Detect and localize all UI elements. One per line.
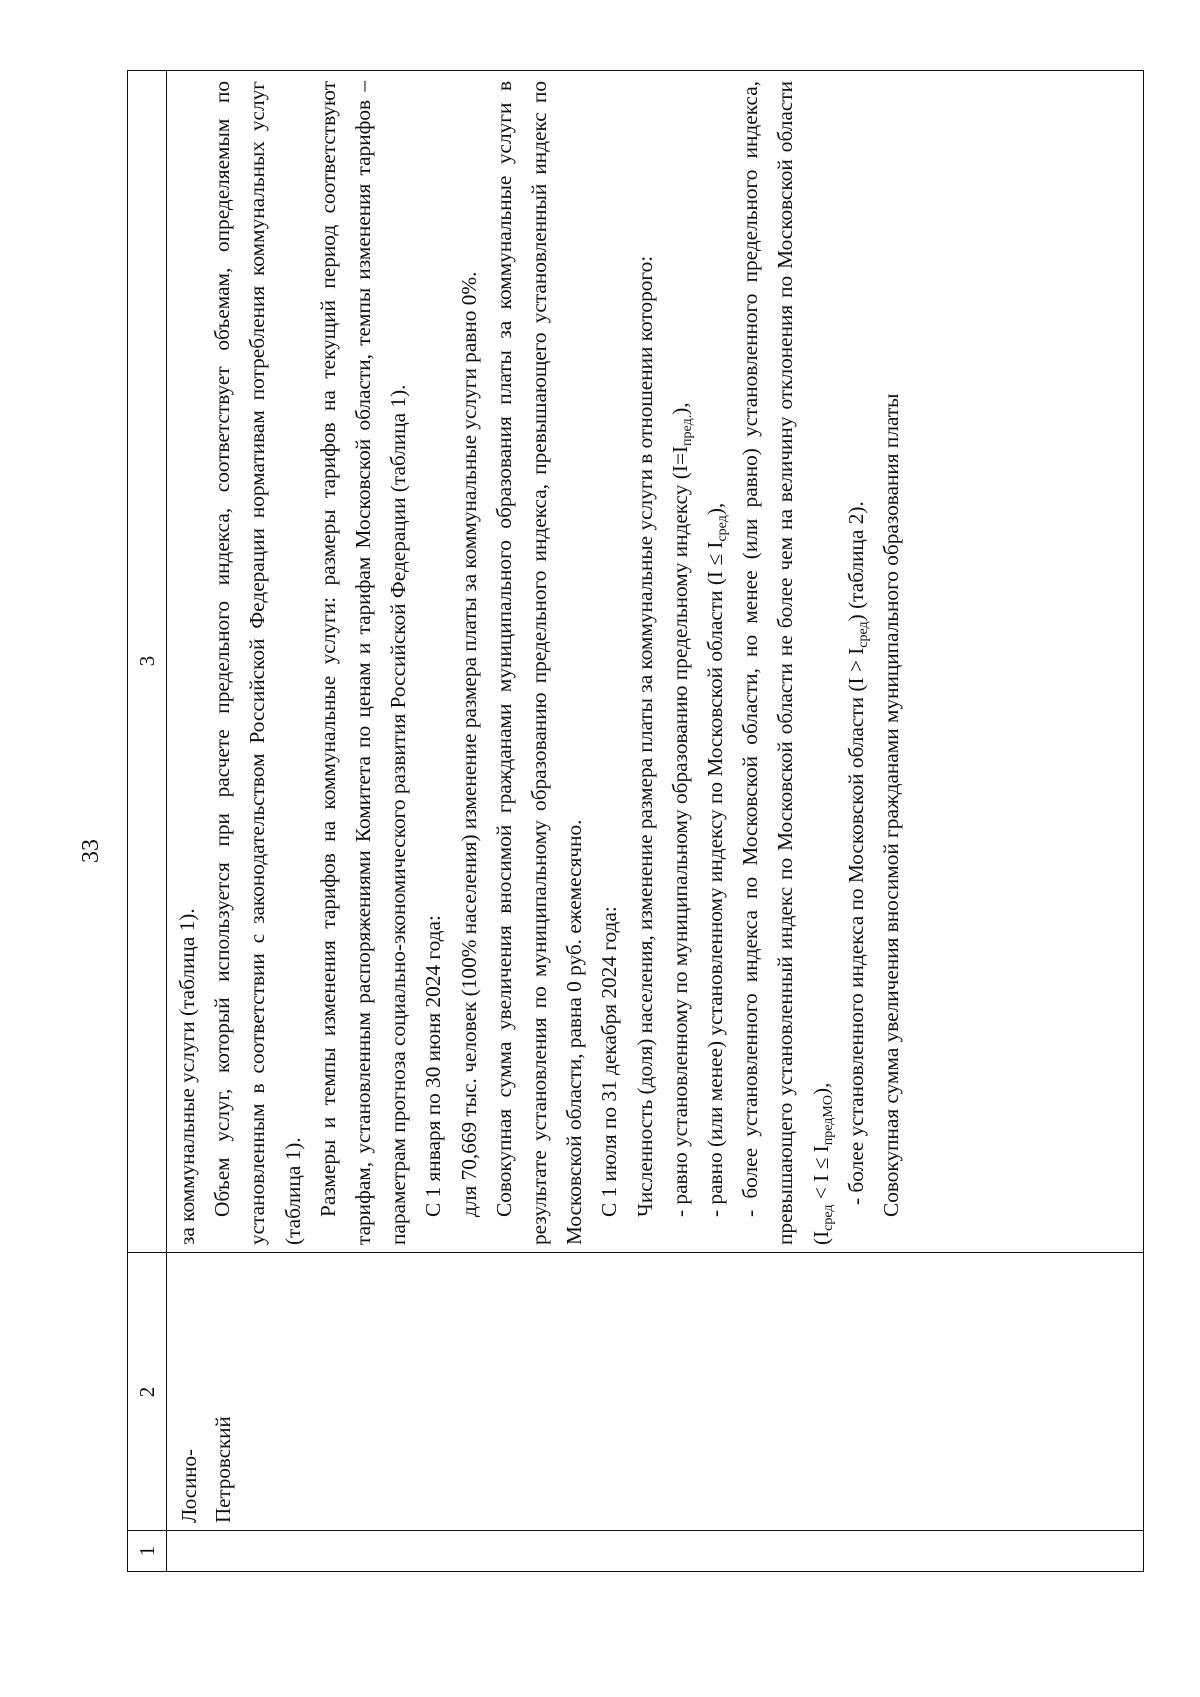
- municipality-name-cell: [172, 1261, 240, 1523]
- paragraph-3: Размеры и темпы изменения тарифов на коммунальные услуги: размеры тарифов на текущий период соответствуют тарифам, установленным распоряжениями Комитета по ценам и тарифам Московской области, темпы изменения тарифов – параметрам прогноза социально-экономического развития Российской Федерации (таблица 1).: [315, 81, 411, 1245]
- municipality-name-line-1: Лосино-: [177, 1448, 201, 1523]
- column-header-3: 3: [135, 655, 159, 667]
- paragraph-9: - равно установленному по муниципальному образованию предельному индексу $(I=I_{пред.})$,: [667, 402, 695, 1217]
- paragraph-10: - равно (или менее) установленному индексу по Московской области $(I \le I_{сред})$,: [703, 502, 731, 1217]
- paragraph-12: - более установленного индекса по Московской области $(I > I_{сред})$ (таблица 2).: [843, 501, 871, 1205]
- paragraph-8: Численность (доля) населения, изменение размера платы за коммунальные услуги в отношении которого:: [632, 255, 657, 1217]
- column-divider-1: [128, 1530, 1143, 1531]
- header-divider: [166, 71, 167, 1571]
- rotated-table-page: [127, 70, 1144, 1572]
- paragraph-1: за коммунальные услуги (таблица 1).: [175, 908, 199, 1245]
- paragraph-7: С 1 июля по 31 декабря 2024 года:: [597, 906, 622, 1217]
- column-divider-2: [128, 1252, 1143, 1253]
- municipality-name-line-2: Петровский: [211, 1416, 235, 1523]
- paragraph-13: Совокупная сумма увеличения вносимой гражданами муниципального образования платы: [879, 393, 904, 1217]
- column-header-2: 2: [135, 1386, 159, 1398]
- paragraph-6: Совокупная сумма увеличения вносимой гражданами муниципального образования платы за коммунальные услуги в результате установления по муниципальному образованию предельного индекса, превышающего установленный индекс по Московской области, равна 0 руб. ежемесячно.: [491, 81, 587, 1245]
- paragraph-11: - более установленного индекса по Московской области, но менее (или равно) установленного предельного индекса, превышающего установленный индекс по Московской области не более чем на величину отклонения по Московской области $(I_{сред} < I \le I_{предМО})$,: [738, 81, 836, 1245]
- table-frame: [127, 70, 1144, 1572]
- column-header-1: 1: [135, 1545, 159, 1557]
- paragraph-4: С 1 января по 30 июня 2024 года:: [421, 915, 446, 1217]
- paragraph-5: для 70,669 тыс. человек (100% населения) изменение размера платы за коммунальные услуги равно 0%.: [456, 271, 481, 1217]
- page-number: 33: [78, 839, 104, 863]
- paragraph-2: Объем услуг, который используется при расчете предельного индекса, соответствует объемам, определяемым по установленным в соответствии с законодательством Российской Федерации нормативам потребления коммунальных услуг (таблица 1).: [210, 81, 305, 1245]
- description-cell: [170, 81, 909, 1245]
